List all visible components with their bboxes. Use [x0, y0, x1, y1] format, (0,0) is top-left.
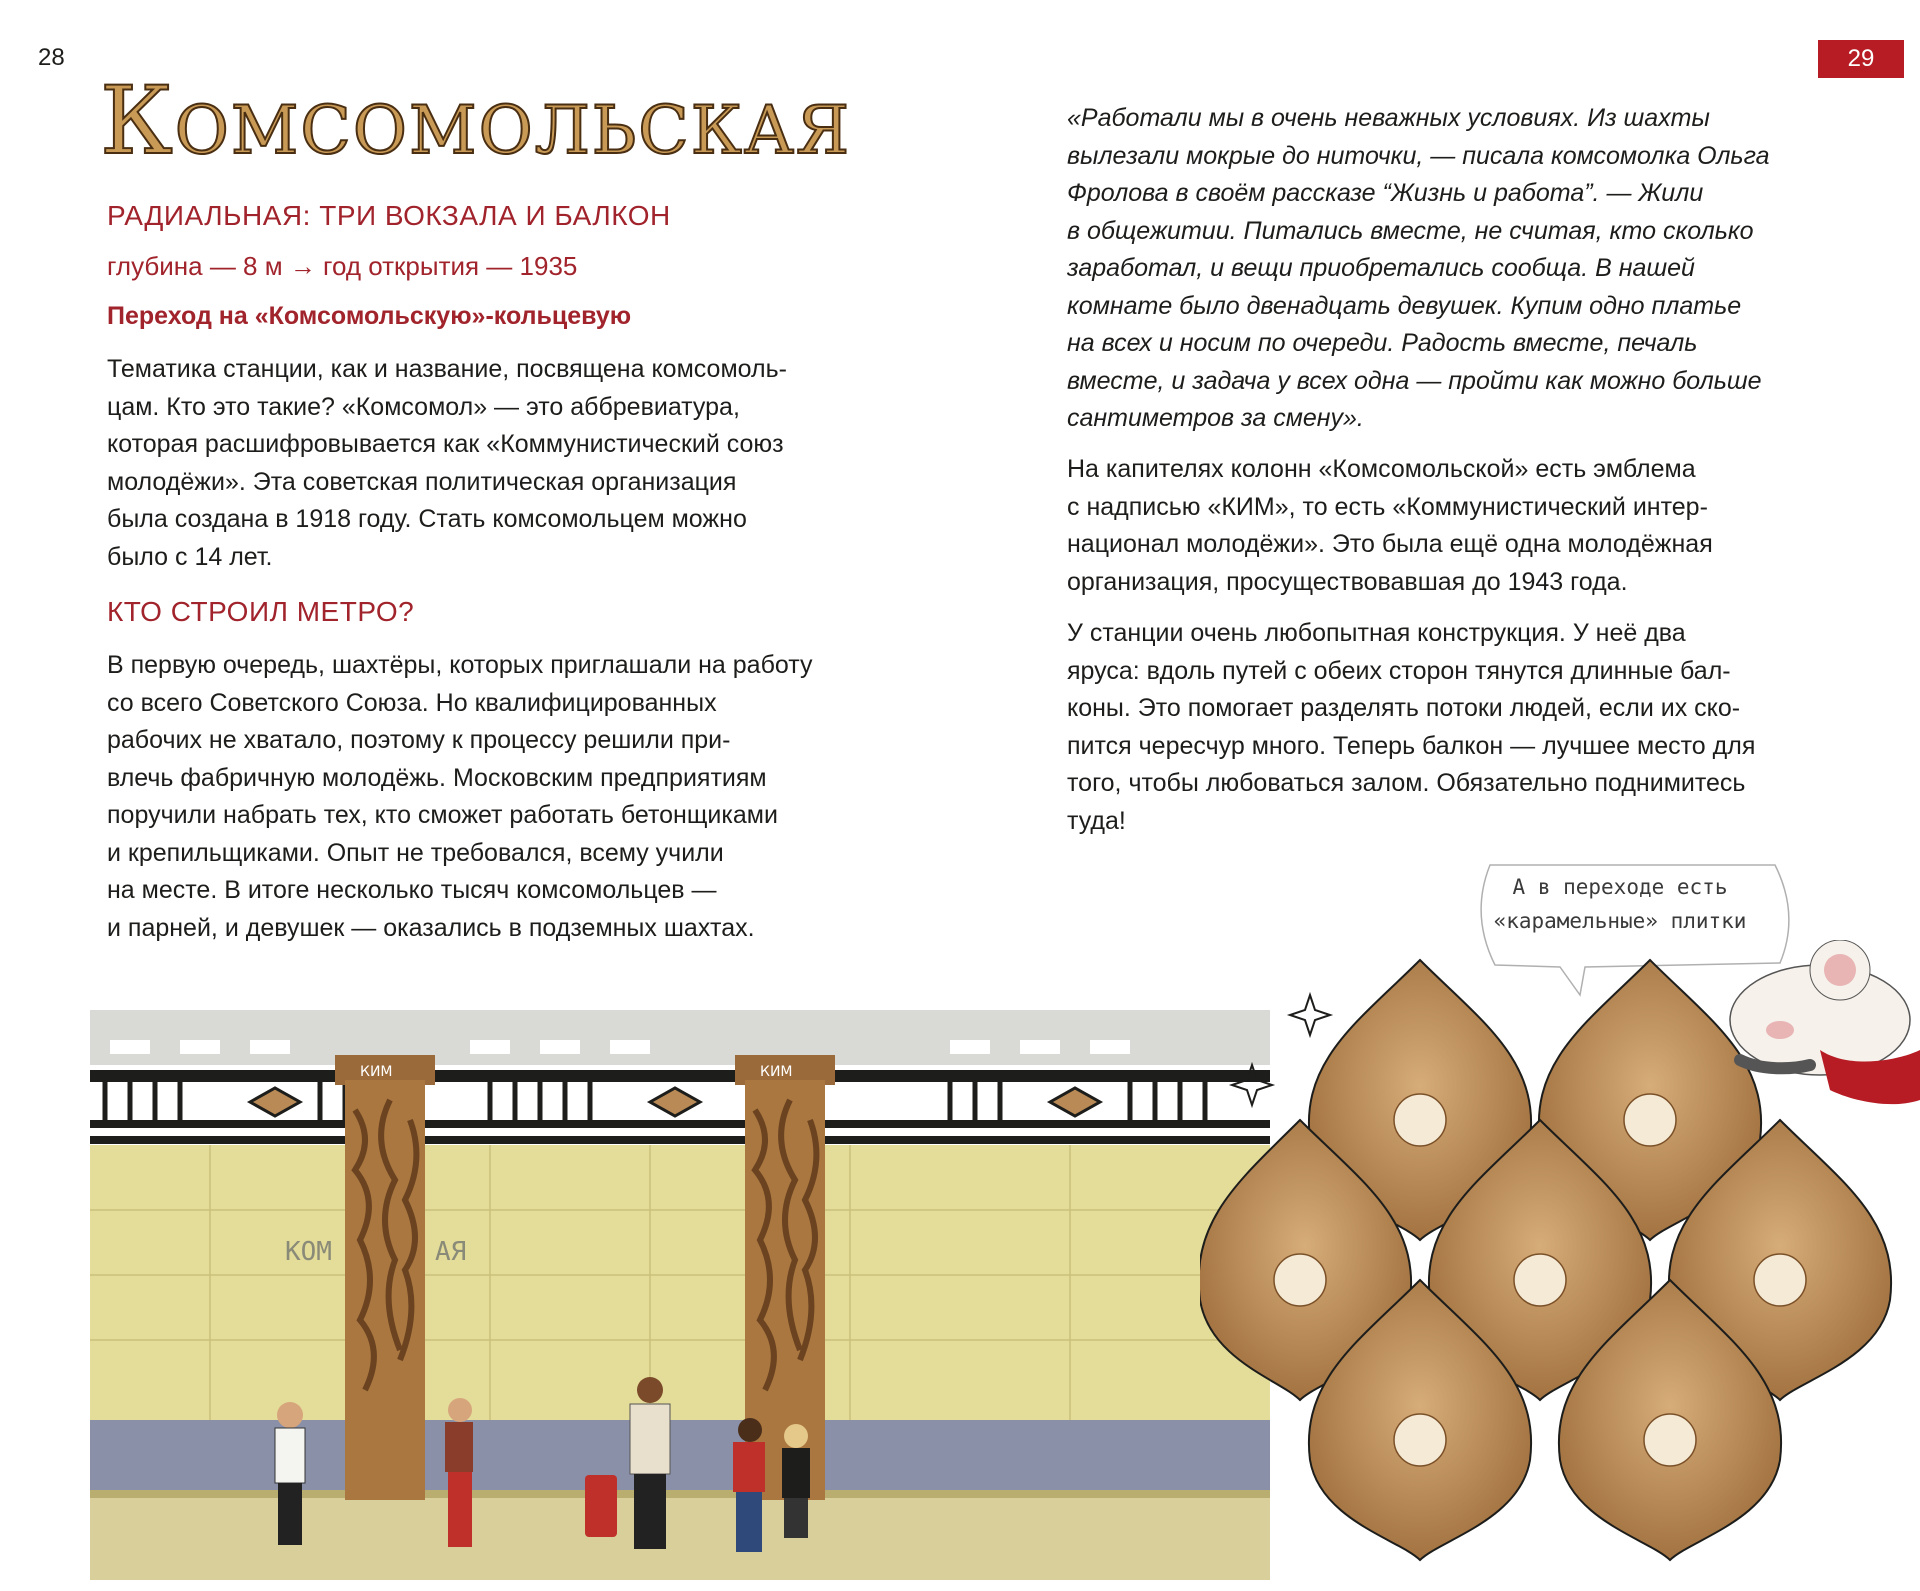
text-line: рабочих не хватало, поэтому к процессу решили при- [107, 726, 731, 754]
wall-station-sign-end: АЯ [435, 1237, 467, 1267]
text-line: У станции очень любопытная конструкция. У неё два [1067, 619, 1686, 647]
station-title [100, 67, 852, 182]
station-hall-illustration [90, 1010, 1270, 1580]
text-line: заработал, и вещи приобретались сообща. В нашей [1067, 254, 1695, 282]
text-line: сантиметров за смену». [1067, 404, 1364, 432]
text-line: была создана в 1918 году. Стать комсомольцем можно [107, 505, 747, 533]
text-line: Тематика станции, как и название, посвящена комсомоль- [107, 355, 787, 383]
text-line: и парней, и девушек — оказались в подземных шахтах. [107, 913, 755, 942]
capitals-paragraph [1067, 451, 1713, 601]
page-number-right: 29 [1818, 40, 1904, 78]
text-line: комнате было двенадцать девушек. Купим одно платье [1067, 291, 1742, 320]
balcony-railing [90, 1070, 1270, 1144]
text-line: вылезали мокрые до ниточки, — писала комсомолка Ольга [1067, 141, 1770, 170]
text-line: национал молодёжи». Это была ещё одна молодёжная [1067, 530, 1713, 558]
text-line: влечь фабричную молодёжь. Московским предприятиям [107, 763, 767, 792]
text-line: туда! [1067, 806, 1126, 835]
text-line: вместе, и задача у всех одна — пройти как можно больше [1067, 366, 1762, 395]
text-line: которая расшифровывается как «Коммунистический союз [107, 430, 784, 458]
suitcase [585, 1475, 617, 1537]
speech-line: А в переходе есть [1512, 875, 1728, 899]
text-line: На капителях колонн «Комсомольской» есть эмблема [1067, 455, 1696, 483]
text-line: цам. Кто это такие? «Комсомол» — это аббревиатура, [107, 392, 740, 421]
text-line: пится чересчур много. Теперь балкон — лучшее место для [1067, 731, 1756, 760]
text-line: того, чтобы любоваться залом. Обязательно поднимитесь [1067, 769, 1746, 797]
transfer-note: Переход на «Комсомольскую»-кольцевую [107, 302, 632, 330]
track-wall [90, 1145, 1270, 1420]
caramel-tiles-illustration [1200, 940, 1920, 1591]
passenger-figure [782, 1424, 810, 1538]
column-1 [335, 1055, 435, 1500]
tile-band [90, 1420, 1270, 1490]
speech-line: «карамельные» плитки [1493, 909, 1747, 933]
text-line: коны. Это помогает разделять потоки людей, если их ско- [1067, 694, 1741, 722]
platform-floor [90, 1490, 1270, 1580]
speech-text [1470, 870, 1770, 938]
text-line: было с 14 лет. [107, 542, 273, 571]
station-meta: глубина — 8 м → год открытия — 1935 [107, 251, 578, 281]
text-line: организация, просуществовавшая до 1943 года. [1067, 567, 1628, 596]
text-line: «Работали мы в очень неважных условиях. Из шахты [1067, 104, 1710, 132]
intro-paragraph [107, 351, 787, 576]
mouse-character [1730, 940, 1920, 1104]
wall-station-sign-start: КОМ [285, 1237, 332, 1267]
page-number-left: 28 [38, 44, 65, 71]
column-2-emblem-label: КИМ [760, 1064, 793, 1080]
quote-paragraph [1067, 100, 1847, 438]
station-title-text: Комсомольская [100, 67, 852, 176]
station-subtitle: РАДИАЛЬНАЯ: ТРИ ВОКЗАЛА И БАЛКОН [107, 200, 671, 231]
text-line: В первую очередь, шахтёры, которых приглашали на работу [107, 651, 813, 679]
text-line: в общежитии. Питались вместе, не считая, кто сколько [1067, 216, 1754, 245]
text-line: яруса: вдоль путей с обеих сторон тянутся длинные бал- [1067, 656, 1731, 685]
ceiling-band [90, 1010, 1270, 1065]
text-line: поручили набрать тех, кто сможет работать бетонщиками [107, 801, 778, 829]
text-line: молодёжи». Эта советская политическая организация [107, 467, 737, 496]
column-1-emblem-label: КИМ [360, 1064, 393, 1080]
section-heading: КТО СТРОИЛ МЕТРО? [107, 596, 415, 627]
text-line: с надписью «КИМ», то есть «Коммунистический интер- [1067, 492, 1708, 521]
construction-paragraph [1067, 615, 1755, 840]
text-line: со всего Советского Союза. Но квалифицированных [107, 688, 717, 717]
text-line: на месте. В итоге несколько тысяч комсомольцев — [107, 876, 717, 904]
text-line: Фролова в своём рассказе “Жизнь и работа”. — Жили [1067, 179, 1704, 207]
text-line: и крепильщиками. Опыт не требовался, всему учили [107, 838, 724, 867]
text-line: на всех и носим по очереди. Радость вместе, печаль [1067, 329, 1698, 357]
builders-paragraph [107, 647, 813, 947]
ceiling-lights [110, 1040, 1130, 1054]
